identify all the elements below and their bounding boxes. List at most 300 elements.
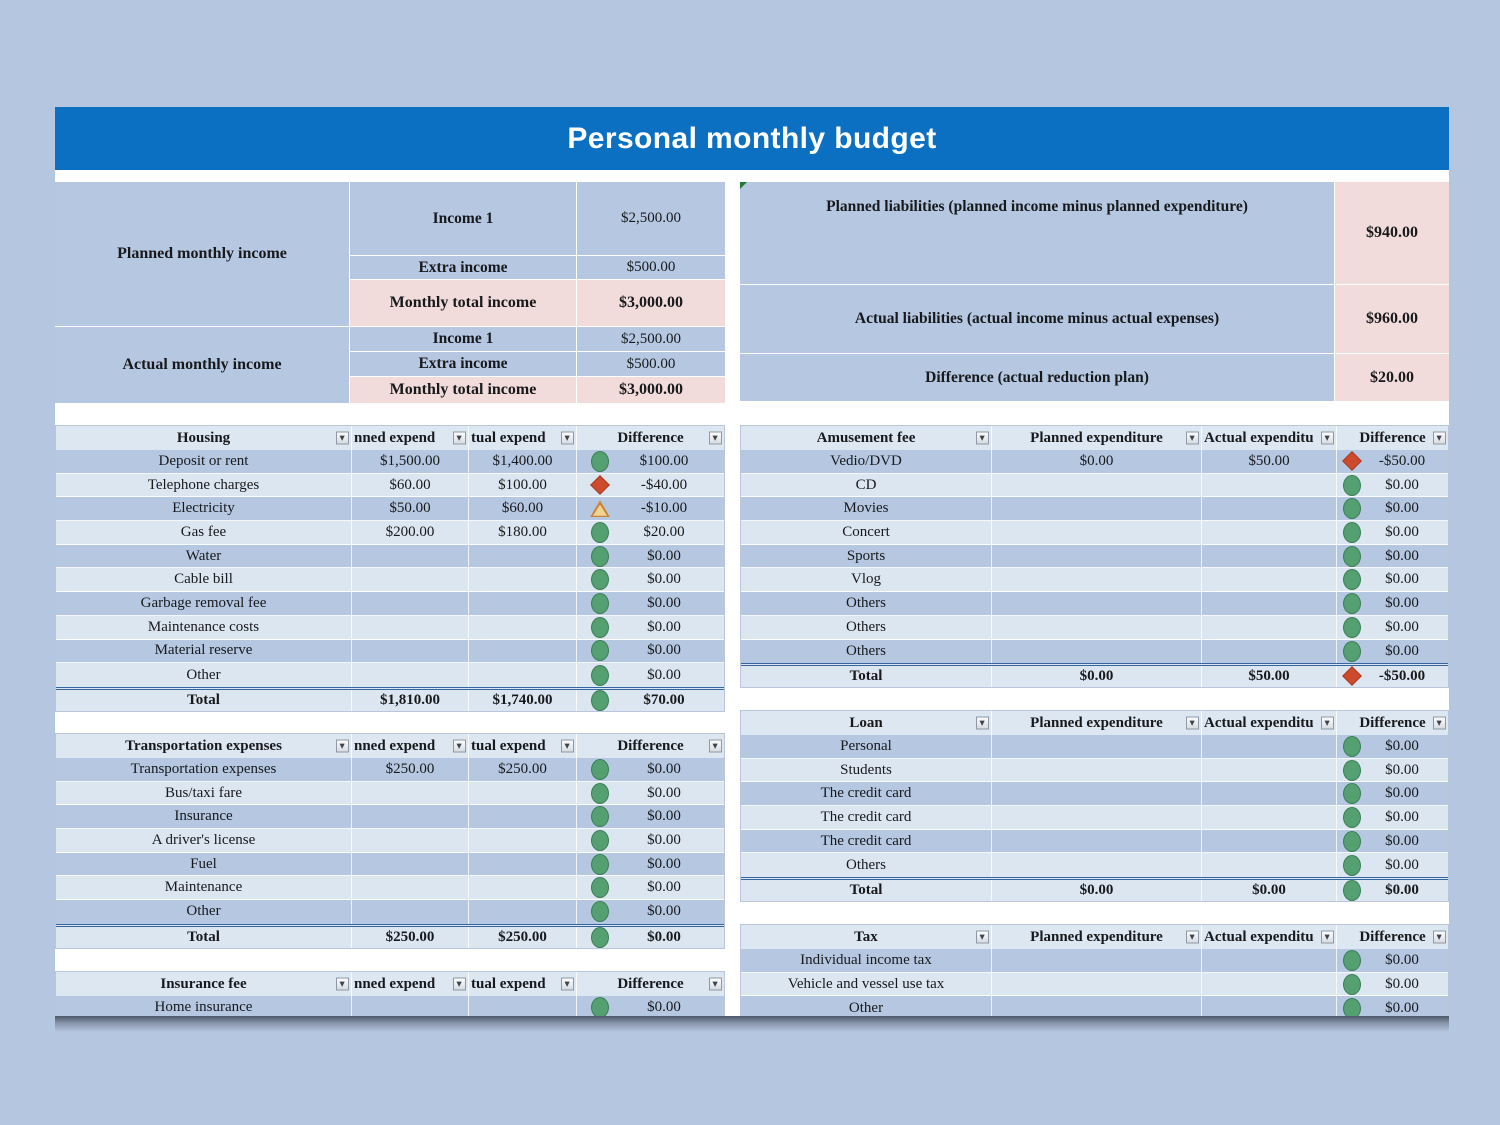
total-label-cell[interactable]: Total: [849, 668, 883, 685]
difference-value: $0.00: [647, 879, 681, 896]
difference-value-cell[interactable]: [576, 758, 724, 781]
filter-dropdown-button[interactable]: [1321, 432, 1334, 445]
difference-value: $0.00: [647, 928, 681, 945]
table-row: [741, 592, 1448, 616]
planned-value-cell[interactable]: $200.00: [351, 521, 468, 544]
row-label-cell[interactable]: Gas fee: [180, 523, 227, 540]
planned-value-cell[interactable]: [351, 568, 468, 591]
income-value-cell[interactable]: $500.00: [577, 256, 725, 279]
monthly-total-income-value-cell[interactable]: $3,000.00: [577, 377, 725, 403]
row-label-cell[interactable]: The credit card: [820, 832, 912, 849]
row-label-cell[interactable]: Maintenance costs: [147, 618, 260, 635]
difference-value: $0.00: [647, 642, 681, 659]
planned-value-cell[interactable]: [991, 497, 1201, 520]
table-total-row: [741, 877, 1448, 901]
actual-value-cell[interactable]: $1,400.00: [468, 450, 576, 473]
liability-value-cell[interactable]: $20.00: [1335, 354, 1449, 401]
difference-value: $0.00: [647, 808, 681, 825]
planned-value-cell[interactable]: [991, 996, 1201, 1016]
difference-value-cell[interactable]: [1336, 973, 1448, 996]
actual-value-cell[interactable]: [1201, 735, 1336, 758]
actual-value-cell[interactable]: [1201, 996, 1336, 1016]
table-header-row: [741, 711, 1448, 735]
actual-value-cell[interactable]: [468, 616, 576, 639]
filter-dropdown-button[interactable]: [709, 432, 722, 445]
income-label-cell[interactable]: Income 1: [350, 327, 576, 351]
difference-header-label: Difference: [1359, 928, 1426, 945]
difference-value-cell[interactable]: [576, 450, 724, 473]
income-label-cell[interactable]: Extra income: [350, 352, 576, 376]
category-header-cell[interactable]: [56, 734, 351, 758]
actual-value-cell[interactable]: [468, 782, 576, 805]
planned-value-cell[interactable]: $0.00: [991, 450, 1201, 473]
row-label-cell[interactable]: Bus/taxi fare: [164, 784, 243, 801]
income-value-cell[interactable]: $500.00: [577, 352, 725, 376]
difference-value-cell[interactable]: [576, 829, 724, 852]
status-good-circle-icon: [1342, 736, 1362, 757]
planned-value-cell[interactable]: $50.00: [351, 497, 468, 520]
row-label-cell[interactable]: Other: [186, 666, 221, 683]
status-good-circle-icon: [1342, 998, 1362, 1016]
table-row: [741, 497, 1448, 521]
table-header-row: [56, 734, 724, 758]
row-label-cell[interactable]: Maintenance: [164, 879, 243, 896]
difference-value-cell[interactable]: [576, 497, 724, 520]
planned-value-cell[interactable]: [991, 474, 1201, 497]
row-label-cell[interactable]: The credit card: [820, 808, 912, 825]
row-label-cell[interactable]: Deposit or rent: [158, 452, 249, 469]
difference-value-cell[interactable]: [1336, 521, 1448, 544]
table-row: [56, 805, 724, 829]
row-label-cell[interactable]: Cable bill: [174, 571, 233, 588]
total-label-cell[interactable]: Total: [187, 928, 220, 945]
actual-value-cell[interactable]: [1201, 853, 1336, 877]
status-good-circle-icon: [590, 830, 610, 851]
difference-value-cell[interactable]: [576, 927, 724, 948]
liability-value-cell[interactable]: $940.00: [1335, 182, 1449, 284]
difference-value-cell[interactable]: [1336, 640, 1448, 664]
planned-value-cell[interactable]: [991, 806, 1201, 829]
row-label-cell[interactable]: Transportation expenses: [130, 760, 277, 777]
actual-value-cell[interactable]: $60.00: [468, 497, 576, 520]
table-row: [741, 474, 1448, 498]
row-label-cell[interactable]: Vedio/DVD: [830, 452, 902, 469]
planned-value-cell[interactable]: [991, 592, 1201, 615]
total-label-cell[interactable]: Total: [187, 691, 220, 708]
filter-dropdown-button[interactable]: [1186, 717, 1199, 730]
planned-value-cell[interactable]: [351, 663, 468, 687]
actual-value-cell[interactable]: [1201, 592, 1336, 615]
difference-header-cell[interactable]: [576, 426, 724, 450]
filter-arrow-icon: ▼: [1324, 434, 1331, 442]
table-row: [56, 450, 724, 474]
planned-value-cell[interactable]: [351, 829, 468, 852]
difference-value: $20.00: [643, 523, 685, 540]
row-label-cell[interactable]: Insurance: [174, 808, 233, 825]
difference-value-cell[interactable]: [1336, 853, 1448, 877]
actual-value-cell[interactable]: [1201, 545, 1336, 568]
filter-dropdown-button[interactable]: [1321, 931, 1334, 944]
difference-value-cell[interactable]: [576, 521, 724, 544]
status-good-circle-icon: [590, 569, 610, 590]
planned-header-cell[interactable]: [351, 734, 468, 758]
difference-value-cell[interactable]: [576, 568, 724, 591]
planned-header-cell[interactable]: [991, 426, 1201, 450]
difference-value-cell[interactable]: [576, 545, 724, 568]
difference-value-cell[interactable]: [576, 690, 724, 711]
table-row: [56, 782, 724, 806]
difference-value-cell[interactable]: [1336, 759, 1448, 782]
actual-header-cell[interactable]: [468, 734, 576, 758]
actual-value-cell[interactable]: [468, 568, 576, 591]
filter-dropdown-button[interactable]: [453, 432, 466, 445]
actual-value-cell[interactable]: [1201, 640, 1336, 664]
filter-dropdown-button[interactable]: [1186, 432, 1199, 445]
actual-value-cell[interactable]: [468, 996, 576, 1016]
planned-value-cell[interactable]: [351, 876, 468, 899]
difference-value: $0.00: [1385, 618, 1419, 635]
difference-value-cell[interactable]: [1336, 545, 1448, 568]
table-row: [741, 759, 1448, 783]
actual-value-cell[interactable]: [468, 663, 576, 687]
planned-value-cell[interactable]: [991, 616, 1201, 639]
difference-header-cell[interactable]: [1336, 925, 1448, 949]
difference-value: $0.00: [647, 666, 681, 683]
difference-value: $0.00: [1385, 761, 1419, 778]
table-row: [56, 996, 724, 1016]
difference-value-cell[interactable]: [1336, 666, 1448, 687]
liability-label-cell[interactable]: Difference (actual reduction plan): [740, 354, 1334, 401]
liability-label-cell[interactable]: Actual liabilities (actual income minus actual expenses): [740, 285, 1334, 353]
filter-dropdown-button[interactable]: [561, 978, 574, 991]
actual-value-cell[interactable]: [1201, 568, 1336, 591]
row-label-cell[interactable]: Telephone charges: [147, 476, 260, 493]
row-label-cell[interactable]: Material reserve: [154, 642, 253, 659]
planned-value-cell[interactable]: [991, 521, 1201, 544]
planned-value-cell[interactable]: [991, 853, 1201, 877]
difference-value-cell[interactable]: [1336, 474, 1448, 497]
row-label-cell[interactable]: Electricity: [172, 500, 235, 517]
actual-value-cell[interactable]: [1201, 521, 1336, 544]
row-label-cell[interactable]: Home insurance: [154, 999, 253, 1016]
row-label-cell[interactable]: A driver's license: [151, 831, 256, 848]
filter-arrow-icon: ▼: [456, 434, 463, 442]
actual-value-cell[interactable]: [1201, 616, 1336, 639]
row-label-cell[interactable]: Others: [846, 618, 886, 635]
planned-value-cell[interactable]: [351, 853, 468, 876]
filter-arrow-icon: ▼: [1189, 434, 1196, 442]
planned-value-cell[interactable]: [991, 545, 1201, 568]
row-label-cell[interactable]: Fuel: [190, 855, 217, 872]
difference-value: $0.00: [1385, 808, 1419, 825]
table-row: [741, 853, 1448, 877]
difference-header-cell[interactable]: [576, 972, 724, 996]
difference-value-cell[interactable]: [1336, 830, 1448, 853]
actual-header-cell[interactable]: [468, 426, 576, 450]
status-good-circle-icon: [590, 522, 610, 543]
difference-value-cell[interactable]: [1336, 996, 1448, 1016]
row-label-cell[interactable]: Water: [185, 547, 222, 564]
actual-value-cell[interactable]: [468, 640, 576, 663]
row-label-cell[interactable]: Personal: [840, 737, 892, 754]
row-label-cell[interactable]: Students: [840, 761, 892, 778]
actual-value-cell[interactable]: $250.00: [468, 758, 576, 781]
filter-dropdown-button[interactable]: [336, 740, 349, 753]
total-actual-cell[interactable]: $50.00: [1201, 666, 1336, 687]
liability-label-cell[interactable]: [740, 182, 1334, 284]
monthly-total-income-label-cell[interactable]: Monthly total income: [350, 377, 576, 403]
filter-dropdown-button[interactable]: [976, 432, 989, 445]
planned-value-cell[interactable]: [351, 592, 468, 615]
actual-header-cell[interactable]: [1201, 925, 1336, 949]
actual-value-cell[interactable]: [468, 900, 576, 924]
filter-dropdown-button[interactable]: [1186, 931, 1199, 944]
title-bar: [55, 107, 1449, 170]
row-label-cell[interactable]: Vehicle and vessel use tax: [787, 975, 945, 992]
difference-value-cell[interactable]: [1336, 880, 1448, 901]
planned-value-cell[interactable]: [351, 545, 468, 568]
planned-header-cell[interactable]: [991, 925, 1201, 949]
planned-header-label: Planned expenditure: [1030, 429, 1163, 446]
planned-header-label: nned expend: [354, 737, 436, 754]
planned-header-cell[interactable]: [991, 711, 1201, 735]
actual-header-label: tual expend: [471, 975, 546, 992]
filter-dropdown-button[interactable]: [336, 432, 349, 445]
filter-dropdown-button[interactable]: [561, 740, 574, 753]
total-planned-cell[interactable]: $0.00: [991, 666, 1201, 687]
row-label-cell[interactable]: Others: [846, 856, 886, 873]
actual-value-cell[interactable]: [1201, 759, 1336, 782]
actual-value-cell[interactable]: $50.00: [1201, 450, 1336, 473]
planned-value-cell[interactable]: [991, 568, 1201, 591]
planned-value-cell[interactable]: [991, 759, 1201, 782]
row-label-cell[interactable]: Garbage removal fee: [140, 594, 267, 611]
status-good-circle-icon: [590, 783, 610, 804]
actual-value-cell[interactable]: [468, 592, 576, 615]
planned-monthly-income-label-cell[interactable]: Planned monthly income: [55, 182, 349, 326]
difference-header-cell[interactable]: [1336, 711, 1448, 735]
row-label-cell[interactable]: Others: [846, 642, 886, 659]
row-label-cell[interactable]: Vlog: [851, 571, 881, 588]
difference-value-cell[interactable]: [1336, 949, 1448, 972]
table-rows: [741, 450, 1448, 663]
filter-arrow-icon: ▼: [1189, 719, 1196, 727]
difference-header-cell[interactable]: [576, 734, 724, 758]
table-row: [741, 521, 1448, 545]
status-good-circle-icon: [590, 665, 610, 686]
actual-value-cell[interactable]: [468, 876, 576, 899]
planned-value-cell[interactable]: [991, 640, 1201, 664]
actual-value-cell[interactable]: $100.00: [468, 474, 576, 497]
difference-value-cell[interactable]: [1336, 568, 1448, 591]
planned-value-cell[interactable]: [351, 900, 468, 924]
difference-value-cell[interactable]: [1336, 592, 1448, 615]
difference-value: $0.00: [647, 999, 681, 1016]
transportation-expense-table: [55, 733, 725, 949]
table-row: [741, 806, 1448, 830]
total-actual-cell[interactable]: $1,740.00: [468, 690, 576, 711]
difference-value-cell[interactable]: [576, 640, 724, 663]
difference-value-cell[interactable]: [576, 805, 724, 828]
difference-value-cell[interactable]: [576, 900, 724, 924]
filter-dropdown-button[interactable]: [453, 978, 466, 991]
status-good-circle-icon: [1342, 641, 1362, 662]
actual-value-cell[interactable]: [468, 545, 576, 568]
difference-value: $0.00: [647, 594, 681, 611]
actual-value-cell[interactable]: [1201, 782, 1336, 805]
difference-value-cell[interactable]: [576, 616, 724, 639]
row-label-cell[interactable]: Other: [186, 903, 221, 920]
table-row: [741, 973, 1448, 997]
actual-value-cell[interactable]: [1201, 474, 1336, 497]
planned-value-cell[interactable]: [991, 735, 1201, 758]
row-label-cell[interactable]: Individual income tax: [800, 951, 932, 968]
status-good-circle-icon: [590, 854, 610, 875]
total-actual-cell[interactable]: $0.00: [1201, 880, 1336, 901]
actual-header-cell[interactable]: [468, 972, 576, 996]
monthly-total-income-value-cell[interactable]: $3,000.00: [577, 280, 725, 326]
actual-monthly-income-label-cell[interactable]: Actual monthly income: [55, 327, 349, 403]
actual-value-cell[interactable]: [1201, 806, 1336, 829]
difference-value: $70.00: [643, 691, 685, 708]
total-planned-cell[interactable]: $0.00: [991, 880, 1201, 901]
row-label-cell[interactable]: The credit card: [820, 785, 912, 802]
difference-header-label: Difference: [617, 737, 684, 754]
status-good-circle-icon: [1342, 593, 1362, 614]
category-header-cell[interactable]: [741, 426, 991, 450]
total-actual-cell[interactable]: $250.00: [468, 927, 576, 948]
row-label-cell[interactable]: Concert: [842, 523, 890, 540]
actual-header-cell[interactable]: [1201, 711, 1336, 735]
filter-dropdown-button[interactable]: [1433, 432, 1446, 445]
filter-dropdown-button[interactable]: [1321, 717, 1334, 730]
planned-value-cell[interactable]: [991, 830, 1201, 853]
difference-value: $0.00: [1385, 999, 1419, 1016]
filter-arrow-icon: ▼: [1436, 434, 1443, 442]
planned-value-cell[interactable]: [991, 949, 1201, 972]
total-planned-cell[interactable]: $1,810.00: [351, 690, 468, 711]
row-label-cell[interactable]: Other: [848, 999, 884, 1016]
planned-value-cell[interactable]: $1,500.00: [351, 450, 468, 473]
category-header-cell[interactable]: [56, 426, 351, 450]
difference-value-cell[interactable]: [576, 782, 724, 805]
monthly-total-income-label-cell[interactable]: Monthly total income: [350, 280, 576, 326]
actual-value-cell[interactable]: [1201, 497, 1336, 520]
planned-value-cell[interactable]: [351, 640, 468, 663]
planned-value-cell[interactable]: [991, 973, 1201, 996]
row-label-cell[interactable]: Sports: [846, 547, 886, 564]
difference-value-cell[interactable]: [1336, 450, 1448, 473]
planned-header-cell[interactable]: [351, 426, 468, 450]
planned-header-label: nned expend: [354, 975, 436, 992]
filter-dropdown-button[interactable]: [709, 978, 722, 991]
table-header-row: [741, 426, 1448, 450]
difference-value-cell[interactable]: [576, 663, 724, 687]
filter-dropdown-button[interactable]: [976, 717, 989, 730]
income-value-cell[interactable]: $2,500.00: [577, 182, 725, 255]
status-good-circle-icon: [590, 806, 610, 827]
table-total-row: [56, 687, 724, 711]
status-good-circle-icon: [590, 759, 610, 780]
difference-value: -$40.00: [640, 476, 688, 493]
filter-dropdown-button[interactable]: [1433, 717, 1446, 730]
planned-value-cell[interactable]: [351, 805, 468, 828]
planned-value-cell[interactable]: $250.00: [351, 758, 468, 781]
difference-header-cell[interactable]: [1336, 426, 1448, 450]
row-label-cell[interactable]: CD: [855, 476, 877, 493]
actual-value-cell[interactable]: [468, 853, 576, 876]
planned-value-cell[interactable]: [991, 782, 1201, 805]
category-header-cell[interactable]: [741, 925, 991, 949]
table-total-row: [56, 924, 724, 948]
income-label-cell[interactable]: Extra income: [350, 256, 576, 279]
table-rows: [741, 949, 1448, 1016]
difference-value-cell[interactable]: [1336, 616, 1448, 639]
filter-dropdown-button[interactable]: [976, 931, 989, 944]
total-label-cell[interactable]: Total: [849, 882, 883, 899]
filter-dropdown-button[interactable]: [1433, 931, 1446, 944]
planned-value-cell[interactable]: [351, 782, 468, 805]
status-good-circle-icon: [1342, 475, 1362, 496]
table-rows: [741, 735, 1448, 877]
actual-value-cell[interactable]: [468, 829, 576, 852]
planned-header-cell[interactable]: [351, 972, 468, 996]
actual-value-cell[interactable]: [468, 805, 576, 828]
planned-value-cell[interactable]: [351, 616, 468, 639]
category-header-cell[interactable]: [56, 972, 351, 996]
difference-value-cell[interactable]: [1336, 806, 1448, 829]
actual-header-cell[interactable]: [1201, 426, 1336, 450]
difference-value-cell[interactable]: [1336, 497, 1448, 520]
liability-value-cell[interactable]: $960.00: [1335, 285, 1449, 353]
filter-arrow-icon: ▼: [979, 933, 986, 941]
filter-dropdown-button[interactable]: [453, 740, 466, 753]
table-row: [741, 996, 1448, 1016]
table-row: [56, 568, 724, 592]
total-planned-cell[interactable]: $250.00: [351, 927, 468, 948]
difference-value-cell[interactable]: [576, 592, 724, 615]
income-label-cell[interactable]: Income 1: [350, 182, 576, 255]
actual-value-cell[interactable]: [1201, 949, 1336, 972]
actual-value-cell[interactable]: [1201, 830, 1336, 853]
difference-value-cell[interactable]: [576, 474, 724, 497]
income-value-cell[interactable]: $2,500.00: [577, 327, 725, 351]
difference-value-cell[interactable]: [1336, 735, 1448, 758]
difference-value: $0.00: [1385, 832, 1419, 849]
row-label-cell[interactable]: Movies: [843, 500, 889, 517]
filter-dropdown-button[interactable]: [561, 432, 574, 445]
planned-value-cell[interactable]: $60.00: [351, 474, 468, 497]
planned-value-cell[interactable]: [351, 996, 468, 1016]
table-row: [56, 616, 724, 640]
filter-dropdown-button[interactable]: [709, 740, 722, 753]
filter-dropdown-button[interactable]: [336, 978, 349, 991]
row-label-cell[interactable]: Others: [846, 594, 886, 611]
actual-value-cell[interactable]: [1201, 973, 1336, 996]
status-warning-triangle-icon: [590, 498, 610, 519]
page-title: Personal monthly budget: [567, 121, 937, 155]
difference-value: -$50.00: [1378, 668, 1426, 685]
actual-header-label: Actual expenditu: [1204, 429, 1314, 446]
difference-value-cell[interactable]: [576, 876, 724, 899]
actual-value-cell[interactable]: $180.00: [468, 521, 576, 544]
category-header-cell[interactable]: [741, 711, 991, 735]
actual-header-label: tual expend: [471, 737, 546, 754]
status-good-circle-icon: [1342, 950, 1362, 971]
difference-value-cell[interactable]: [576, 996, 724, 1016]
difference-value-cell[interactable]: [576, 853, 724, 876]
difference-value-cell[interactable]: [1336, 782, 1448, 805]
